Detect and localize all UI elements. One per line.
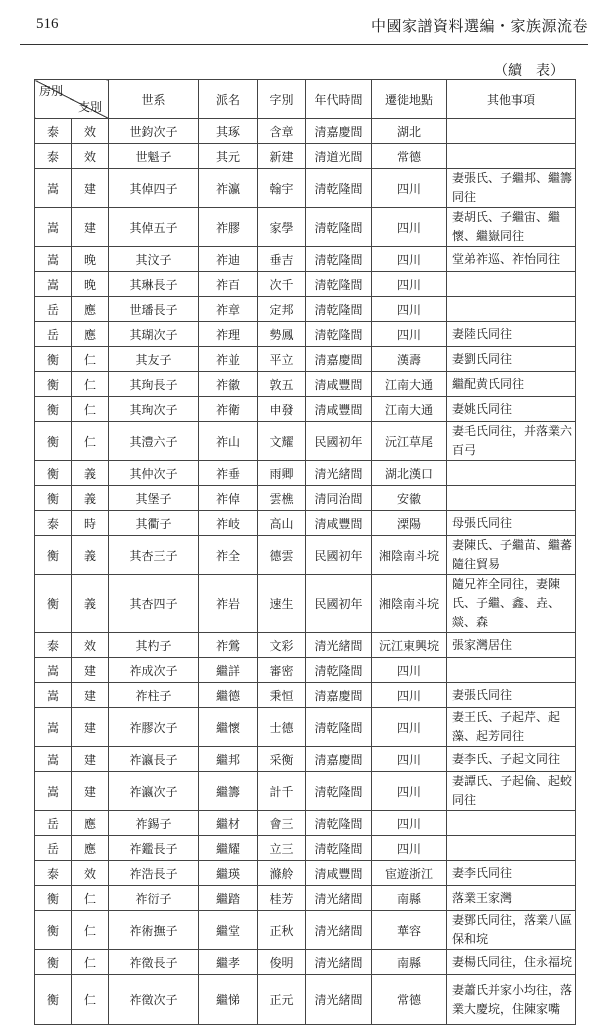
zhi-cell: 仁 <box>72 911 109 950</box>
period-cell: 清乾隆間 <box>306 208 372 247</box>
lineage-cell: 祚鑑長子 <box>109 836 199 861</box>
fang-cell: 衡 <box>35 372 72 397</box>
lineage-cell: 其珣次子 <box>109 397 199 422</box>
courtesy-name-cell: 雲樵 <box>258 486 306 511</box>
fang-cell: 嵩 <box>35 772 72 811</box>
lineage-cell: 其堡子 <box>109 486 199 511</box>
zhi-cell: 仁 <box>72 347 109 372</box>
notes-cell: 妻王氏、子起芹、起藻、起芳同往 <box>447 708 576 747</box>
period-cell: 清乾隆間 <box>306 322 372 347</box>
table-row <box>35 322 576 347</box>
zhi-cell: 效 <box>72 119 109 144</box>
destination-cell: 溧陽 <box>372 511 447 536</box>
lineage-cell: 其澧六子 <box>109 422 199 461</box>
zhi-cell: 建 <box>72 708 109 747</box>
zhi-cell: 仁 <box>72 950 109 975</box>
lineage-cell: 其琳長子 <box>109 272 199 297</box>
courtesy-name-cell: 勢鳳 <box>258 322 306 347</box>
courtesy-name-cell: 翰宇 <box>258 169 306 208</box>
zhi-cell: 效 <box>72 633 109 658</box>
zhi-cell: 晚 <box>72 272 109 297</box>
table-row <box>35 208 576 247</box>
courtesy-name-cell: 德雲 <box>258 536 306 575</box>
period-cell: 清乾隆間 <box>306 658 372 683</box>
zhi-cell: 仁 <box>72 975 109 1025</box>
continued-label: （續 表） <box>494 63 564 79</box>
notes-cell: 妻李氏、子起文同往 <box>447 747 576 772</box>
generation-name-cell: 祚全 <box>199 536 258 575</box>
courtesy-name-cell: 平立 <box>258 347 306 372</box>
book-title: 中國家譜資料選編・家族源流卷 <box>370 17 588 35</box>
lineage-cell: 祚瀛次子 <box>109 772 199 811</box>
fang-cell: 衡 <box>35 950 72 975</box>
zhi-cell: 建 <box>72 772 109 811</box>
period-cell: 清光緒間 <box>306 950 372 975</box>
zhi-cell: 建 <box>72 683 109 708</box>
fang-cell: 岳 <box>35 836 72 861</box>
table-row <box>35 297 576 322</box>
generation-name-cell: 其琢 <box>199 119 258 144</box>
zhi-cell: 應 <box>72 836 109 861</box>
period-cell: 清乾隆間 <box>306 272 372 297</box>
destination-cell: 湖北漢口 <box>372 461 447 486</box>
courtesy-name-cell: 新建 <box>258 144 306 169</box>
corner-header-cell <box>35 80 109 119</box>
lineage-cell: 祚成次子 <box>109 658 199 683</box>
notes-cell: 妻劉氏同往 <box>447 347 576 372</box>
courtesy-name-cell: 申發 <box>258 397 306 422</box>
header-rule <box>20 44 588 45</box>
courtesy-name-cell: 會三 <box>258 811 306 836</box>
courtesy-name-cell: 桂芳 <box>258 886 306 911</box>
courtesy-name-cell: 文彩 <box>258 633 306 658</box>
notes-cell <box>447 119 576 144</box>
notes-cell <box>447 658 576 683</box>
notes-cell <box>447 811 576 836</box>
generation-name-cell: 祚章 <box>199 297 258 322</box>
table-row <box>35 772 576 811</box>
table-body <box>35 119 576 1025</box>
lineage-cell: 其倬四子 <box>109 169 199 208</box>
generation-name-cell: 繼悌 <box>199 975 258 1025</box>
table-row <box>35 347 576 372</box>
destination-cell: 常德 <box>372 144 447 169</box>
fang-header: 房別 <box>39 84 64 98</box>
notes-cell: 隨兄祚全同往，妻陳氏、子繼、鑫、垚、燚、森 <box>447 575 576 633</box>
period-cell: 清乾隆間 <box>306 811 372 836</box>
destination-cell: 湘陰南斗垸 <box>372 575 447 633</box>
fang-cell: 嵩 <box>35 247 72 272</box>
notes-cell: 妻張氏、子繼邦、繼籌同往 <box>447 169 576 208</box>
destination-cell: 南縣 <box>372 886 447 911</box>
generation-name-cell: 繼耀 <box>199 836 258 861</box>
table-row <box>35 633 576 658</box>
zhi-cell: 晚 <box>72 247 109 272</box>
zhi-cell: 應 <box>72 322 109 347</box>
destination-cell: 華容 <box>372 911 447 950</box>
fang-cell: 泰 <box>35 861 72 886</box>
column-header: 字別 <box>258 80 306 119</box>
notes-cell <box>447 144 576 169</box>
notes-cell: 妻姚氏同往 <box>447 397 576 422</box>
courtesy-name-cell: 正元 <box>258 975 306 1025</box>
notes-cell: 妻陳氏、子繼苗、繼蕃隨往貿易 <box>447 536 576 575</box>
page-number: 516 <box>36 16 59 32</box>
column-header: 世系 <box>109 80 199 119</box>
table-row <box>35 511 576 536</box>
table-row <box>35 397 576 422</box>
lineage-cell: 祚徵長子 <box>109 950 199 975</box>
table-row <box>35 950 576 975</box>
zhi-cell: 應 <box>72 297 109 322</box>
courtesy-name-cell: 士德 <box>258 708 306 747</box>
period-cell: 清同治間 <box>306 486 372 511</box>
zhi-cell: 建 <box>72 208 109 247</box>
notes-cell <box>447 297 576 322</box>
generation-name-cell: 繼德 <box>199 683 258 708</box>
table-row <box>35 144 576 169</box>
table-row <box>35 372 576 397</box>
period-cell: 清乾隆間 <box>306 836 372 861</box>
lineage-cell: 祚浩長子 <box>109 861 199 886</box>
lineage-cell: 祚膠次子 <box>109 708 199 747</box>
period-cell: 民國初年 <box>306 575 372 633</box>
notes-cell <box>447 486 576 511</box>
period-cell: 清嘉慶間 <box>306 119 372 144</box>
notes-cell: 妻張氏同往 <box>447 683 576 708</box>
generation-name-cell: 其元 <box>199 144 258 169</box>
notes-cell: 妻楊氏同往，住永福垸 <box>447 950 576 975</box>
fang-cell: 岳 <box>35 297 72 322</box>
fang-cell: 嵩 <box>35 708 72 747</box>
period-cell: 清乾隆間 <box>306 708 372 747</box>
period-cell: 清乾隆間 <box>306 772 372 811</box>
table-row <box>35 461 576 486</box>
courtesy-name-cell: 正秋 <box>258 911 306 950</box>
period-cell: 清咸豐間 <box>306 511 372 536</box>
table-row <box>35 683 576 708</box>
fang-cell: 岳 <box>35 811 72 836</box>
fang-cell: 嵩 <box>35 208 72 247</box>
period-cell: 清嘉慶間 <box>306 747 372 772</box>
generation-name-cell: 繼懷 <box>199 708 258 747</box>
zhi-header: 支別 <box>77 100 102 114</box>
destination-cell: 四川 <box>372 247 447 272</box>
courtesy-name-cell: 文耀 <box>258 422 306 461</box>
generation-name-cell: 祚並 <box>199 347 258 372</box>
period-cell: 清咸豐間 <box>306 372 372 397</box>
table-row <box>35 886 576 911</box>
generation-name-cell: 祚瀛 <box>199 169 258 208</box>
generation-name-cell: 繼籌 <box>199 772 258 811</box>
courtesy-name-cell: 秉恒 <box>258 683 306 708</box>
generation-name-cell: 繼邦 <box>199 747 258 772</box>
zhi-cell: 效 <box>72 144 109 169</box>
zhi-cell: 義 <box>72 536 109 575</box>
lineage-cell: 世璠長子 <box>109 297 199 322</box>
zhi-cell: 效 <box>72 861 109 886</box>
lineage-cell: 其仲次子 <box>109 461 199 486</box>
courtesy-name-cell: 計千 <box>258 772 306 811</box>
zhi-cell: 義 <box>72 486 109 511</box>
period-cell: 清乾隆間 <box>306 169 372 208</box>
table-row <box>35 272 576 297</box>
lineage-cell: 其杓子 <box>109 633 199 658</box>
table-row <box>35 747 576 772</box>
fang-cell: 衡 <box>35 347 72 372</box>
destination-cell: 四川 <box>372 208 447 247</box>
notes-cell: 母張氏同往 <box>447 511 576 536</box>
lineage-cell: 其汶子 <box>109 247 199 272</box>
fang-cell: 泰 <box>35 633 72 658</box>
zhi-cell: 義 <box>72 575 109 633</box>
zhi-cell: 仁 <box>72 397 109 422</box>
destination-cell: 江南大通 <box>372 372 447 397</box>
destination-cell: 沅江東興垸 <box>372 633 447 658</box>
lineage-cell: 世魁子 <box>109 144 199 169</box>
table-row <box>35 536 576 575</box>
destination-cell: 四川 <box>372 658 447 683</box>
lineage-cell: 其杏四子 <box>109 575 199 633</box>
lineage-cell: 其衢子 <box>109 511 199 536</box>
page-header <box>20 0 588 44</box>
table-header-row <box>35 80 576 119</box>
period-cell: 清光緒間 <box>306 633 372 658</box>
table-row <box>35 486 576 511</box>
fang-cell: 嵩 <box>35 747 72 772</box>
destination-cell: 四川 <box>372 322 447 347</box>
table-row <box>35 658 576 683</box>
period-cell: 清光緒間 <box>306 461 372 486</box>
courtesy-name-cell: 俊明 <box>258 950 306 975</box>
notes-cell <box>447 272 576 297</box>
destination-cell: 沅江草尾 <box>372 422 447 461</box>
generation-name-cell: 繼詳 <box>199 658 258 683</box>
notes-cell: 妻陸氏同往 <box>447 322 576 347</box>
column-header: 其他事項 <box>447 80 576 119</box>
destination-cell: 四川 <box>372 297 447 322</box>
destination-cell: 湖北 <box>372 119 447 144</box>
column-header: 遷徙地點 <box>372 80 447 119</box>
column-header: 派名 <box>199 80 258 119</box>
lineage-cell: 祚錫子 <box>109 811 199 836</box>
generation-name-cell: 繼堂 <box>199 911 258 950</box>
zhi-cell: 建 <box>72 658 109 683</box>
generation-name-cell: 繼踏 <box>199 886 258 911</box>
courtesy-name-cell: 含章 <box>258 119 306 144</box>
lineage-cell: 祚衍子 <box>109 886 199 911</box>
fang-cell: 衡 <box>35 911 72 950</box>
period-cell: 清咸豐間 <box>306 397 372 422</box>
period-cell: 民國初年 <box>306 422 372 461</box>
lineage-cell: 其友子 <box>109 347 199 372</box>
fang-cell: 嵩 <box>35 272 72 297</box>
generation-name-cell: 繼瑛 <box>199 861 258 886</box>
period-cell: 清嘉慶間 <box>306 347 372 372</box>
notes-cell: 張家灣居住 <box>447 633 576 658</box>
zhi-cell: 應 <box>72 811 109 836</box>
generation-name-cell: 繼材 <box>199 811 258 836</box>
courtesy-name-cell: 高山 <box>258 511 306 536</box>
destination-cell: 安徽 <box>372 486 447 511</box>
generation-name-cell: 祚山 <box>199 422 258 461</box>
fang-cell: 衡 <box>35 886 72 911</box>
destination-cell: 四川 <box>372 272 447 297</box>
table-row <box>35 811 576 836</box>
courtesy-name-cell: 家學 <box>258 208 306 247</box>
notes-cell <box>447 836 576 861</box>
fang-cell: 泰 <box>35 144 72 169</box>
destination-cell: 江南大通 <box>372 397 447 422</box>
destination-cell: 四川 <box>372 747 447 772</box>
notes-cell: 妻李氏同往 <box>447 861 576 886</box>
courtesy-name-cell: 垂吉 <box>258 247 306 272</box>
destination-cell: 南縣 <box>372 950 447 975</box>
notes-cell: 繼配黄氏同往 <box>447 372 576 397</box>
destination-cell: 漢壽 <box>372 347 447 372</box>
generation-name-cell: 祚膠 <box>199 208 258 247</box>
migration-table <box>34 79 576 1025</box>
lineage-cell: 其珣長子 <box>109 372 199 397</box>
destination-cell: 四川 <box>372 169 447 208</box>
table-row <box>35 422 576 461</box>
generation-name-cell: 繼孝 <box>199 950 258 975</box>
generation-name-cell: 祚衛 <box>199 397 258 422</box>
table-row <box>35 861 576 886</box>
table-row <box>35 911 576 950</box>
period-cell: 清光緒間 <box>306 975 372 1025</box>
table-row <box>35 708 576 747</box>
generation-name-cell: 祚岐 <box>199 511 258 536</box>
generation-name-cell: 祚鶯 <box>199 633 258 658</box>
fang-cell: 衡 <box>35 486 72 511</box>
table-row <box>35 247 576 272</box>
zhi-cell: 仁 <box>72 422 109 461</box>
courtesy-name-cell: 速生 <box>258 575 306 633</box>
table-row <box>35 169 576 208</box>
lineage-cell: 祚徵次子 <box>109 975 199 1025</box>
fang-cell: 泰 <box>35 119 72 144</box>
notes-cell: 妻毛氏同往，并落業六百弓 <box>447 422 576 461</box>
courtesy-name-cell: 雨卿 <box>258 461 306 486</box>
courtesy-name-cell: 敦五 <box>258 372 306 397</box>
zhi-cell: 仁 <box>72 886 109 911</box>
table-row <box>35 575 576 633</box>
courtesy-name-cell: 采衡 <box>258 747 306 772</box>
notes-cell: 妻胡氏、子繼宙、繼懷、繼嶽同往 <box>447 208 576 247</box>
zhi-cell: 時 <box>72 511 109 536</box>
courtesy-name-cell: 定邦 <box>258 297 306 322</box>
destination-cell: 四川 <box>372 772 447 811</box>
notes-cell: 落業王家灣 <box>447 886 576 911</box>
generation-name-cell: 祚徽 <box>199 372 258 397</box>
generation-name-cell: 祚岩 <box>199 575 258 633</box>
destination-cell: 湘陰南斗垸 <box>372 536 447 575</box>
fang-cell: 衡 <box>35 975 72 1025</box>
destination-cell: 四川 <box>372 708 447 747</box>
lineage-cell: 祚柱子 <box>109 683 199 708</box>
period-cell: 清嘉慶間 <box>306 683 372 708</box>
table-row <box>35 119 576 144</box>
lineage-cell: 其倬五子 <box>109 208 199 247</box>
generation-name-cell: 祚理 <box>199 322 258 347</box>
notes-cell: 妻譚氏、子起倫、起蛟同往 <box>447 772 576 811</box>
zhi-cell: 義 <box>72 461 109 486</box>
period-cell: 清光緒間 <box>306 886 372 911</box>
destination-cell: 常德 <box>372 975 447 1025</box>
courtesy-name-cell: 審密 <box>258 658 306 683</box>
destination-cell: 四川 <box>372 836 447 861</box>
notes-cell: 堂弟祚巡、祚怡同往 <box>447 247 576 272</box>
table-row <box>35 836 576 861</box>
fang-cell: 衡 <box>35 422 72 461</box>
generation-name-cell: 祚倬 <box>199 486 258 511</box>
fang-cell: 衡 <box>35 461 72 486</box>
courtesy-name-cell: 次千 <box>258 272 306 297</box>
fang-cell: 嵩 <box>35 683 72 708</box>
lineage-cell: 祚瀛長子 <box>109 747 199 772</box>
destination-cell: 四川 <box>372 683 447 708</box>
fang-cell: 嵩 <box>35 169 72 208</box>
lineage-cell: 其瑚次子 <box>109 322 199 347</box>
destination-cell: 宦遊浙江 <box>372 861 447 886</box>
lineage-cell: 其杏三子 <box>109 536 199 575</box>
courtesy-name-cell: 立三 <box>258 836 306 861</box>
table-row <box>35 975 576 1025</box>
fang-cell: 衡 <box>35 575 72 633</box>
fang-cell: 衡 <box>35 536 72 575</box>
period-cell: 清光緒間 <box>306 911 372 950</box>
fang-cell: 衡 <box>35 397 72 422</box>
courtesy-name-cell: 滌舲 <box>258 861 306 886</box>
notes-cell: 妻鄧氏同往，落業八區保和垸 <box>447 911 576 950</box>
generation-name-cell: 祚百 <box>199 272 258 297</box>
period-cell: 清乾隆間 <box>306 247 372 272</box>
generation-name-cell: 祚垂 <box>199 461 258 486</box>
fang-cell: 泰 <box>35 511 72 536</box>
zhi-cell: 建 <box>72 169 109 208</box>
period-cell: 清咸豐間 <box>306 861 372 886</box>
zhi-cell: 仁 <box>72 372 109 397</box>
period-cell: 清乾隆間 <box>306 297 372 322</box>
zhi-cell: 建 <box>72 747 109 772</box>
period-cell: 民國初年 <box>306 536 372 575</box>
column-header: 年代時間 <box>306 80 372 119</box>
fang-cell: 嵩 <box>35 658 72 683</box>
notes-cell <box>447 461 576 486</box>
lineage-cell: 世鈞次子 <box>109 119 199 144</box>
period-cell: 清道光間 <box>306 144 372 169</box>
fang-cell: 岳 <box>35 322 72 347</box>
notes-cell: 妻蕭氏并家小均往，落業大慶垸，住陳家嘴 <box>447 975 576 1025</box>
destination-cell: 四川 <box>372 811 447 836</box>
lineage-cell: 祚術撫子 <box>109 911 199 950</box>
generation-name-cell: 祚迪 <box>199 247 258 272</box>
